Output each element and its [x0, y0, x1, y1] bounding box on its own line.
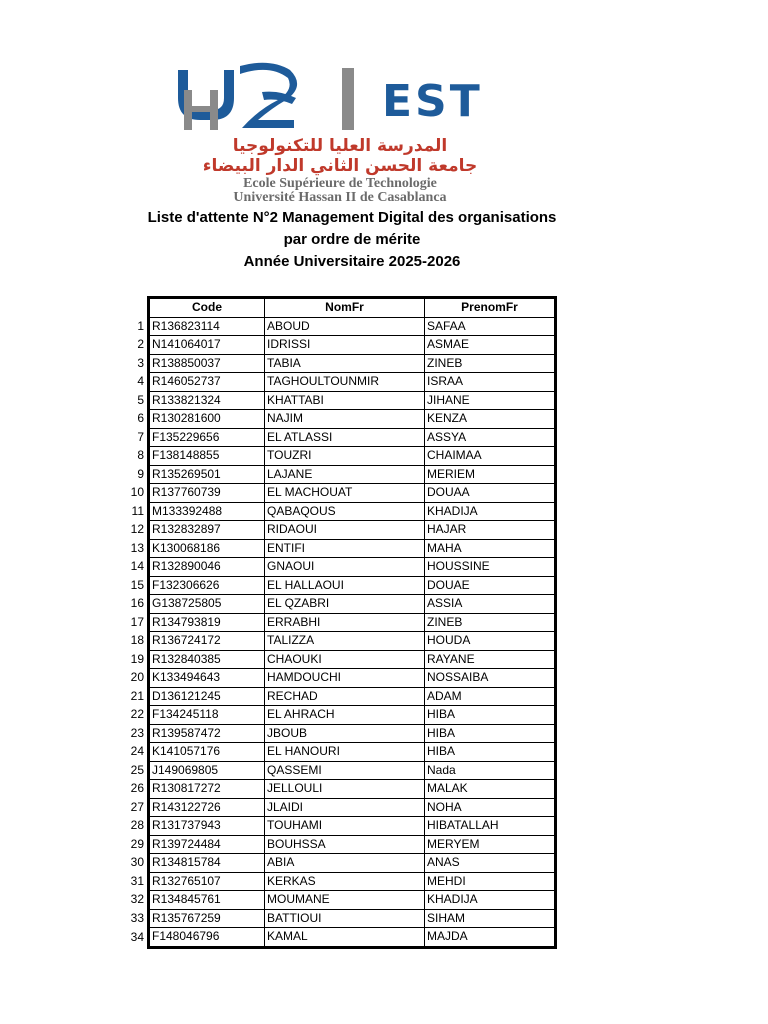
cell-nom: KHATTABI: [265, 391, 425, 410]
cell-nom: RECHAD: [265, 687, 425, 706]
logo-french-line2: Université Hassan II de Casablanca: [233, 190, 447, 205]
table-row: [128, 724, 556, 743]
cell-prenom: MERIEM: [425, 465, 556, 484]
cell-code: J149069805: [149, 761, 265, 780]
cell-nom: EL QZABRI: [265, 595, 425, 614]
header-code: Code: [149, 298, 265, 318]
cell-prenom: ADAM: [425, 687, 556, 706]
logo-arabic-line2: جامعة الحسن الثاني الدار البيضاء: [202, 156, 478, 176]
table-row: [128, 909, 556, 928]
cell-prenom: HIBA: [425, 724, 556, 743]
cell-nom: TABIA: [265, 354, 425, 373]
cell-code: R131737943: [149, 817, 265, 836]
row-number: 25: [130, 762, 144, 777]
cell-code: R134793819: [149, 613, 265, 632]
table-row: [128, 854, 556, 873]
cell-nom: EL ATLASSI: [265, 428, 425, 447]
logo-arabic-line1: المدرسة العليا للتكنولوجيا: [232, 136, 448, 156]
cell-prenom: MEHDI: [425, 872, 556, 891]
cell-code: R138850037: [149, 354, 265, 373]
cell-nom: JBOUB: [265, 724, 425, 743]
cell-nom: BOUHSSA: [265, 835, 425, 854]
row-number: 12: [130, 522, 144, 537]
cell-prenom: JIHANE: [425, 391, 556, 410]
row-number: 34: [130, 929, 144, 944]
table-row: [128, 521, 556, 540]
cell-nom: ABIA: [265, 854, 425, 873]
cell-nom: ABOUD: [265, 317, 425, 336]
table-row: [128, 632, 556, 651]
cell-code: R135269501: [149, 465, 265, 484]
waiting-list-table-wrap: [128, 296, 557, 949]
cell-nom: TALIZZA: [265, 632, 425, 651]
row-number: 5: [137, 392, 144, 407]
cell-code: R135767259: [149, 909, 265, 928]
cell-nom: ERRABHI: [265, 613, 425, 632]
cell-code: R134845761: [149, 891, 265, 910]
logo-french-line1: Ecole Supérieure de Technologie: [243, 176, 437, 191]
table-row: [128, 669, 556, 688]
row-number: 27: [130, 799, 144, 814]
cell-prenom: ISRAA: [425, 373, 556, 392]
cell-prenom: NOHA: [425, 798, 556, 817]
cell-code: R146052737: [149, 373, 265, 392]
cell-nom: HAMDOUCHI: [265, 669, 425, 688]
table-row: [128, 872, 556, 891]
row-number: 24: [130, 744, 144, 759]
cell-prenom: DOUAA: [425, 484, 556, 503]
cell-code: N141064017: [149, 336, 265, 355]
cell-code: R132890046: [149, 558, 265, 577]
cell-nom: TOUZRI: [265, 447, 425, 466]
header-nom: NomFr: [265, 298, 425, 318]
cell-code: F138148855: [149, 447, 265, 466]
cell-code: G138725805: [149, 595, 265, 614]
table-row: [128, 613, 556, 632]
table-body: [128, 317, 556, 947]
cell-code: R137760739: [149, 484, 265, 503]
row-number: 33: [130, 910, 144, 925]
cell-code: F135229656: [149, 428, 265, 447]
row-number: 20: [130, 670, 144, 685]
cell-prenom: SIHAM: [425, 909, 556, 928]
title-line1: Liste d'attente N°2 Management Digital des organisations: [147, 209, 557, 226]
cell-prenom: ZINEB: [425, 354, 556, 373]
est-logo-text: EST: [382, 76, 483, 127]
cell-nom: ENTIFI: [265, 539, 425, 558]
table-row: [128, 761, 556, 780]
cell-nom: TOUHAMI: [265, 817, 425, 836]
row-number: 2: [137, 337, 144, 352]
school-logo: [170, 62, 520, 205]
table-row: [128, 410, 556, 429]
cell-prenom: NOSSAIBA: [425, 669, 556, 688]
row-number: 11: [131, 503, 144, 518]
row-number: 8: [137, 448, 144, 463]
cell-prenom: HIBA: [425, 706, 556, 725]
header-num: [128, 298, 149, 318]
cell-nom: BATTIOUI: [265, 909, 425, 928]
cell-code: R132840385: [149, 650, 265, 669]
header-prenom: PrenomFr: [425, 298, 556, 318]
row-number: 7: [137, 429, 144, 444]
table-row: [128, 558, 556, 577]
cell-code: D136121245: [149, 687, 265, 706]
row-number: 3: [137, 355, 144, 370]
table-row: [128, 336, 556, 355]
table-row: [128, 354, 556, 373]
cell-prenom: Nada: [425, 761, 556, 780]
table-row: [128, 595, 556, 614]
table-row: [128, 835, 556, 854]
title-line2: par ordre de mérite: [283, 231, 421, 248]
cell-code: F132306626: [149, 576, 265, 595]
table-row: [128, 706, 556, 725]
table-row: [128, 780, 556, 799]
table-row: [128, 743, 556, 762]
table-row: [128, 484, 556, 503]
cell-prenom: KENZA: [425, 410, 556, 429]
cell-nom: IDRISSI: [265, 336, 425, 355]
table-row: [128, 817, 556, 836]
cell-prenom: ASMAE: [425, 336, 556, 355]
table-row: [128, 928, 556, 948]
waiting-list-table: [128, 296, 557, 949]
row-number: 9: [137, 466, 144, 481]
cell-nom: QASSEMI: [265, 761, 425, 780]
cell-nom: JELLOULI: [265, 780, 425, 799]
cell-nom: CHAOUKI: [265, 650, 425, 669]
cell-prenom: HOUSSINE: [425, 558, 556, 577]
cell-prenom: MAJDA: [425, 928, 556, 948]
title-line3: Année Universitaire 2025-2026: [243, 253, 461, 270]
row-number: 18: [130, 633, 144, 648]
cell-code: R136823114: [149, 317, 265, 336]
row-number: 26: [130, 781, 144, 796]
row-number: 28: [130, 818, 144, 833]
cell-prenom: HOUDA: [425, 632, 556, 651]
cell-prenom: HIBATALLAH: [425, 817, 556, 836]
cell-prenom: ZINEB: [425, 613, 556, 632]
cell-code: F148046796: [149, 928, 265, 948]
cell-nom: GNAOUI: [265, 558, 425, 577]
cell-nom: LAJANE: [265, 465, 425, 484]
table-row: [128, 373, 556, 392]
cell-code: R133821324: [149, 391, 265, 410]
cell-code: F134245118: [149, 706, 265, 725]
cell-prenom: ASSYA: [425, 428, 556, 447]
cell-prenom: ANAS: [425, 854, 556, 873]
row-number: 19: [130, 651, 144, 666]
cell-prenom: MERYEM: [425, 835, 556, 854]
cell-nom: RIDAOUI: [265, 521, 425, 540]
table-row: [128, 502, 556, 521]
table-row: [128, 428, 556, 447]
table-row: [128, 576, 556, 595]
row-number: 22: [130, 707, 144, 722]
row-number: 6: [137, 411, 144, 426]
table-row: [128, 317, 556, 336]
row-number: 23: [130, 725, 144, 740]
row-number: 32: [130, 892, 144, 907]
cell-code: K130068186: [149, 539, 265, 558]
cell-prenom: DOUAE: [425, 576, 556, 595]
cell-code: R130281600: [149, 410, 265, 429]
document-titles: [0, 207, 704, 273]
cell-nom: JLAIDI: [265, 798, 425, 817]
table-row: [128, 891, 556, 910]
table-row: [128, 650, 556, 669]
row-number: 30: [130, 855, 144, 870]
row-number: 29: [130, 836, 144, 851]
cell-nom: QABAQOUS: [265, 502, 425, 521]
cell-code: K141057176: [149, 743, 265, 762]
cell-code: R136724172: [149, 632, 265, 651]
table-row: [128, 447, 556, 466]
table-row: [128, 391, 556, 410]
cell-prenom: MALAK: [425, 780, 556, 799]
cell-prenom: KHADIJA: [425, 891, 556, 910]
row-number: 31: [130, 873, 144, 888]
cell-prenom: KHADIJA: [425, 502, 556, 521]
table-row: [128, 798, 556, 817]
cell-nom: EL MACHOUAT: [265, 484, 425, 503]
cell-code: R139724484: [149, 835, 265, 854]
row-number: 16: [130, 596, 144, 611]
cell-code: M133392488: [149, 502, 265, 521]
cell-code: R134815784: [149, 854, 265, 873]
row-number: 13: [130, 540, 144, 555]
table-row: [128, 687, 556, 706]
cell-nom: MOUMANE: [265, 891, 425, 910]
cell-code: K133494643: [149, 669, 265, 688]
cell-prenom: RAYANE: [425, 650, 556, 669]
cell-prenom: SAFAA: [425, 317, 556, 336]
cell-nom: EL AHRACH: [265, 706, 425, 725]
cell-nom: KERKAS: [265, 872, 425, 891]
cell-code: R132765107: [149, 872, 265, 891]
cell-nom: KAMAL: [265, 928, 425, 948]
row-number: 1: [137, 318, 144, 333]
cell-code: R143122726: [149, 798, 265, 817]
cell-nom: NAJIM: [265, 410, 425, 429]
row-number: 4: [137, 374, 144, 389]
table-row: [128, 465, 556, 484]
row-number: 15: [130, 577, 144, 592]
cell-prenom: ASSIA: [425, 595, 556, 614]
cell-prenom: CHAIMAA: [425, 447, 556, 466]
cell-code: R132832897: [149, 521, 265, 540]
row-number: 17: [130, 614, 144, 629]
row-number: 14: [130, 559, 144, 574]
cell-prenom: MAHA: [425, 539, 556, 558]
cell-prenom: HAJAR: [425, 521, 556, 540]
cell-prenom: HIBA: [425, 743, 556, 762]
cell-nom: TAGHOULTOUNMIR: [265, 373, 425, 392]
cell-nom: EL HALLAOUI: [265, 576, 425, 595]
table-row: [128, 539, 556, 558]
cell-code: R139587472: [149, 724, 265, 743]
cell-nom: EL HANOURI: [265, 743, 425, 762]
cell-code: R130817272: [149, 780, 265, 799]
row-number: 21: [130, 688, 144, 703]
row-number: 10: [130, 485, 144, 500]
